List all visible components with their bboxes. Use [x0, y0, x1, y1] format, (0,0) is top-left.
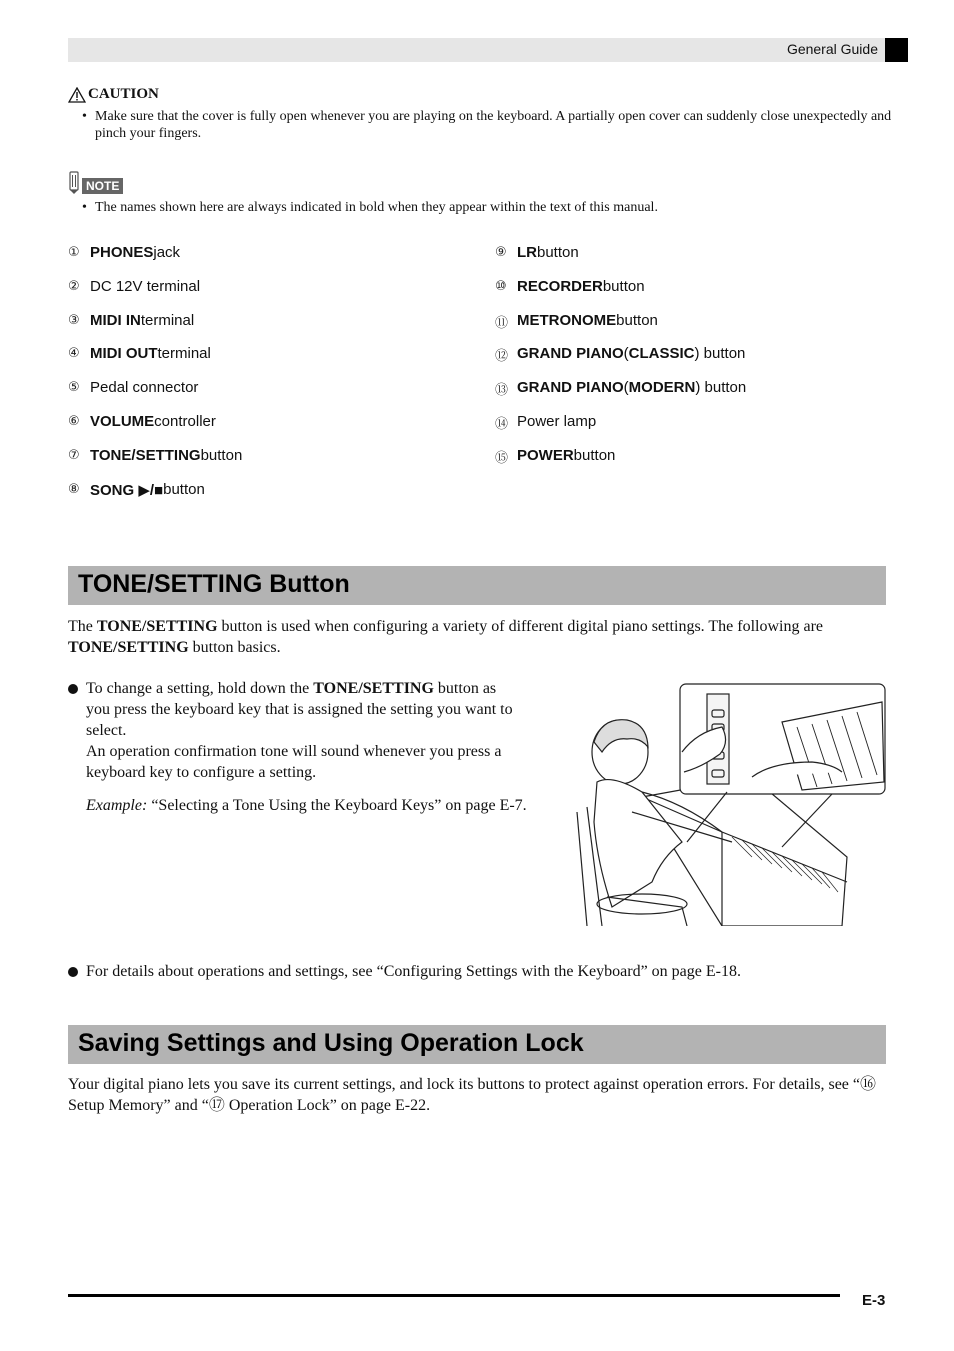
- bullet-text: To change a setting, hold down the: [86, 680, 314, 697]
- note-block: [68, 170, 898, 216]
- part-suffix: terminal: [157, 345, 211, 363]
- part-number: ③: [68, 311, 80, 327]
- part-suffix: button: [537, 244, 579, 261]
- page-number: E-3: [862, 1292, 886, 1309]
- part-suffix: controller: [154, 412, 216, 430]
- part-number: ⑪: [495, 314, 509, 330]
- bullet-dot: [68, 967, 78, 977]
- caution-heading: [68, 86, 898, 103]
- part-number: ②: [68, 277, 80, 293]
- pencil-note-icon: [68, 170, 80, 194]
- note-badge: [68, 170, 898, 194]
- intro-bold: TONE/SETTING: [68, 639, 189, 656]
- part-suffix: button: [163, 480, 205, 498]
- note-text: • The names shown here are always indicated in bold when they appear within the text of this manual.: [68, 199, 898, 216]
- part-suffix: ) button: [694, 345, 746, 363]
- bullet-bold: TONE/SETTING: [313, 680, 434, 697]
- part-suffix: terminal: [140, 311, 195, 329]
- caution-block: [68, 86, 898, 142]
- part-suffix: button: [616, 311, 658, 329]
- bullet-text: An operation confirmation tone will sound whenever you press a keyboard key to configure a setting.: [86, 743, 502, 781]
- part-suffix: button: [200, 446, 243, 464]
- bullet-text: button as you press the keyboard key that is assigned the setting you want to select.: [86, 680, 513, 739]
- part-name: MIDI IN: [90, 311, 141, 329]
- part-number: ④: [68, 345, 80, 361]
- part-item: [68, 345, 242, 379]
- caution-text: • Make sure that the cover is fully open whenever you are playing on the keyboard. A partially open cover can suddenly close unexpectedly and pinch your fingers.: [68, 108, 898, 142]
- saving-paragraph: Your digital piano lets you save its current settings, and lock its buttons to protect against operation errors. For details, see “⑯ Setup Memory” and “⑰ Operation Lock” on page E-22.: [68, 1076, 876, 1114]
- part-number: ⑩: [495, 277, 507, 293]
- bullet-text: For details about operations and settings, see “Configuring Settings with the Keyboard” on page E-18.: [86, 963, 741, 980]
- part-number: ⑦: [68, 446, 80, 462]
- part-item: [68, 379, 242, 413]
- section-heading-bar: [68, 566, 886, 605]
- part-number: ⑫: [495, 348, 509, 364]
- part-paren: (: [623, 379, 629, 397]
- part-suffix: DC 12V terminal: [90, 277, 201, 295]
- part-name: RECORDER: [517, 277, 603, 295]
- example-label: Example:: [86, 797, 148, 814]
- part-name: SONG ▶/■: [90, 481, 164, 499]
- section-heading-bar: [68, 1025, 886, 1064]
- parts-list-left: [68, 244, 242, 514]
- example-text: “Selecting a Tone Using the Keyboard Keys” on page E-7.: [151, 797, 527, 814]
- footer-rule: [68, 1294, 840, 1297]
- intro-text: button is used when configuring a variety of different digital piano settings. The following are: [217, 618, 824, 635]
- part-item: [68, 244, 242, 278]
- part-item: [495, 379, 746, 413]
- part-item: [68, 278, 242, 312]
- part-number: ①: [68, 244, 80, 259]
- part-name: POWER: [517, 446, 574, 464]
- header-tab-marker: [885, 38, 908, 62]
- tone-bullet-change-setting: [68, 678, 518, 783]
- header-section-title: General Guide: [786, 41, 878, 57]
- part-item: [68, 447, 242, 481]
- intro-text: The: [68, 618, 97, 635]
- part-number: ⑥: [68, 412, 80, 428]
- tone-intro-paragraph: [68, 616, 886, 658]
- part-name: TONE/SETTING: [90, 446, 201, 464]
- part-variant: MODERN: [628, 379, 696, 397]
- part-variant: CLASSIC: [628, 345, 695, 363]
- part-name: GRAND PIANO: [517, 345, 624, 363]
- part-paren: (: [623, 345, 629, 363]
- part-item: [495, 244, 746, 278]
- part-suffix: ) button: [695, 379, 747, 397]
- part-item: [495, 413, 746, 447]
- part-number: ⑧: [68, 480, 80, 496]
- intro-bold: TONE/SETTING: [96, 618, 218, 635]
- part-suffix: Pedal connector: [90, 379, 199, 397]
- part-suffix: button: [602, 277, 645, 295]
- part-item: [495, 345, 746, 379]
- part-number: ⑤: [68, 379, 80, 395]
- bullet-dot: [68, 684, 78, 694]
- piano-player-illustration: [572, 682, 888, 926]
- part-suffix: button: [573, 446, 616, 464]
- parts-list-right: [495, 244, 746, 481]
- warning-triangle-icon: [68, 87, 86, 103]
- part-suffix: Power lamp: [517, 412, 597, 430]
- part-number: ⑮: [495, 449, 509, 465]
- part-name: VOLUME: [90, 412, 155, 430]
- tone-example: [86, 795, 580, 816]
- part-item: [495, 278, 746, 312]
- part-item: [68, 413, 242, 447]
- part-item: [68, 481, 242, 515]
- part-item: [68, 312, 242, 346]
- section-heading-tone-setting: TONE/SETTING Button: [78, 570, 350, 598]
- section-heading-saving-settings: Saving Settings and Using Operation Lock: [78, 1029, 584, 1057]
- part-name: LR: [517, 244, 537, 261]
- part-name: METRONOME: [517, 311, 617, 329]
- part-name: PHONES: [90, 244, 154, 261]
- part-number: ⑭: [495, 415, 509, 431]
- part-number: ⑬: [495, 382, 509, 398]
- part-suffix: jack: [153, 244, 181, 261]
- part-item: [495, 312, 746, 346]
- part-number: ⑨: [495, 244, 507, 259]
- note-label: NOTE: [82, 178, 123, 194]
- part-name: MIDI OUT: [90, 345, 158, 363]
- part-name: GRAND PIANO: [517, 379, 624, 397]
- intro-text: button basics.: [188, 639, 281, 656]
- caution-title: CAUTION: [88, 86, 159, 102]
- page-header: [68, 38, 908, 62]
- tone-bullet-details: [68, 961, 886, 982]
- part-item: [495, 447, 746, 481]
